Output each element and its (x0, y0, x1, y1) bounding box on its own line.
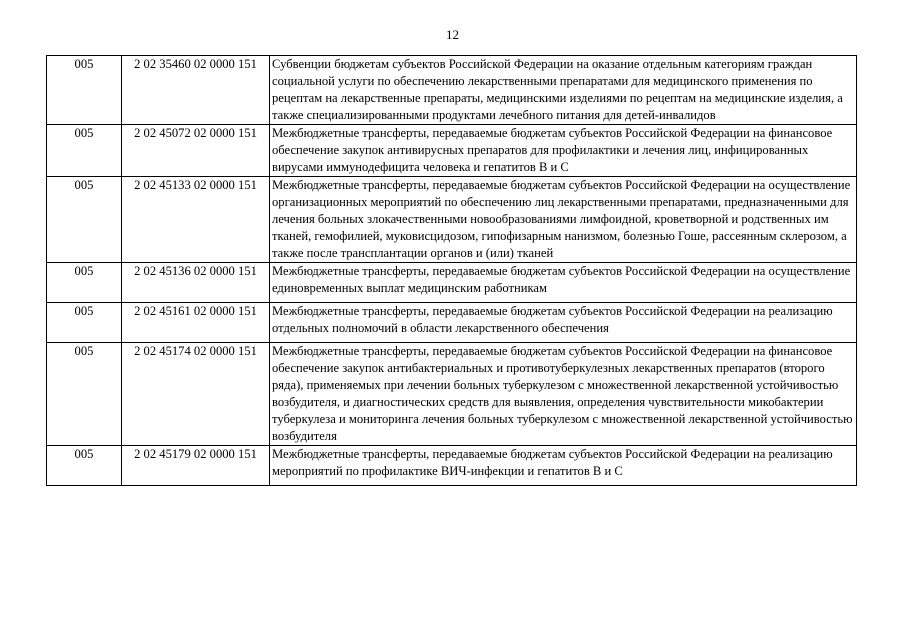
budget-classification-table (46, 55, 857, 486)
table-row (47, 446, 857, 486)
revenue-name-cell: Межбюджетные трансферты, передаваемые бюджетам субъектов Российской Федерации на осуществление единовременных выплат медицинским работникам (270, 263, 857, 303)
table-row (47, 303, 857, 343)
table-row (47, 177, 857, 263)
revenue-name-cell: Межбюджетные трансферты, передаваемые бюджетам субъектов Российской Федерации на финансовое обеспечение закупок антивирусных препаратов для профилактики и лечения лиц, инфицированных вирусами иммунодефицита человека и гепатитов В и С (270, 125, 857, 177)
revenue-name-cell: Субвенции бюджетам субъектов Российской Федерации на оказание отдельным категориям граждан социальной услуги по обеспечению лекарственными препаратами для медицинского применения по рецептам на лекарственные препараты, медицинскими изделиями по рецептам на медицинские изделия, а также специализированными продуктами лечебного питания для детей-инвалидов (270, 56, 857, 125)
budget-code-cell: 2 02 45174 02 0000 151 (122, 343, 270, 446)
administrator-code-cell: 005 (47, 303, 122, 343)
administrator-code-cell: 005 (47, 343, 122, 446)
administrator-code-cell: 005 (47, 125, 122, 177)
page-number: 12 (446, 27, 459, 42)
revenue-name-cell: Межбюджетные трансферты, передаваемые бюджетам субъектов Российской Федерации на финансовое обеспечение закупок антибактериальных и противотуберкулезных лекарственных препаратов (второго ряда), применяемых при лечении больных туберкулезом с множественной лекарственной устойчивостью возбудителя, и диагностических средств для выявления, определения чувствительности микобактерии туберкулеза и мониторинга лечения больных туберкулезом с множественной лекарственной устойчивостью возбудителя (270, 343, 857, 446)
budget-code-cell: 2 02 35460 02 0000 151 (122, 56, 270, 125)
revenue-name-cell: Межбюджетные трансферты, передаваемые бюджетам субъектов Российской Федерации на реализацию мероприятий по профилактике ВИЧ-инфекции и гепатитов В и С (270, 446, 857, 486)
budget-code-cell: 2 02 45179 02 0000 151 (122, 446, 270, 486)
budget-code-cell: 2 02 45136 02 0000 151 (122, 263, 270, 303)
administrator-code-cell: 005 (47, 177, 122, 263)
table-row (47, 263, 857, 303)
table-row (47, 125, 857, 177)
budget-code-cell: 2 02 45133 02 0000 151 (122, 177, 270, 263)
revenue-name-cell: Межбюджетные трансферты, передаваемые бюджетам субъектов Российской Федерации на осуществление организационных мероприятий по обеспечению лиц лекарственными препаратами, предназначенными для лечения больных злокачественными новообразованиями лимфоидной, кроветворной и родственных им тканей, гемофилией, муковисцидозом, гипофизарным нанизмом, болезнью Гоше, рассеянным склерозом, а также после трансплантации органов и (или) тканей (270, 177, 857, 263)
administrator-code-cell: 005 (47, 446, 122, 486)
table-row (47, 56, 857, 125)
budget-code-cell: 2 02 45072 02 0000 151 (122, 125, 270, 177)
budget-code-cell: 2 02 45161 02 0000 151 (122, 303, 270, 343)
table-row (47, 343, 857, 446)
administrator-code-cell: 005 (47, 56, 122, 125)
administrator-code-cell: 005 (47, 263, 122, 303)
revenue-name-cell: Межбюджетные трансферты, передаваемые бюджетам субъектов Российской Федерации на реализацию отдельных полномочий в области лекарственного обеспечения (270, 303, 857, 343)
